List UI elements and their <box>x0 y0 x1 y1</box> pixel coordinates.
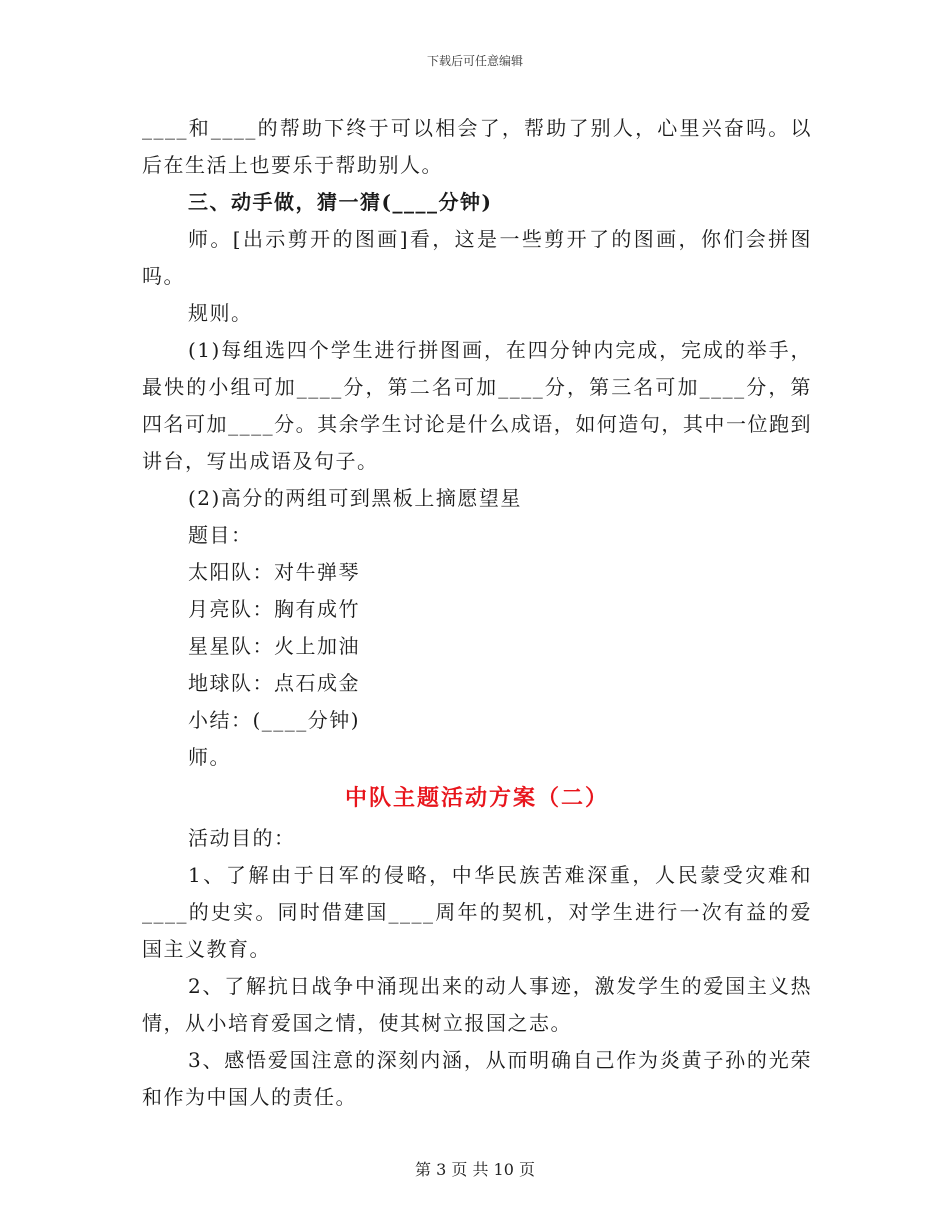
list-item-star-team: 星星队：火上加油 <box>188 634 360 658</box>
page-footer: 第 3 页 共 10 页 <box>415 1160 535 1179</box>
section-title: 中队主题活动方案（二） <box>344 785 609 811</box>
paragraph-purpose-2: 2、了解抗日战争中涌现出来的动人事迹，激发学生的爱国主义热情，从小培育爱国之情，使其树立报国之志。 <box>142 974 812 1035</box>
page-header: 下载后可任意编辑 <box>426 54 523 68</box>
paragraph-teacher-show-pictures: 师。[出示剪开的图画]看，这是一些剪开了的图画，你们会拼图吗。 <box>142 227 812 288</box>
heading-hands-on-guess: 三、动手做，猜一猜(____分钟) <box>188 190 493 214</box>
paragraph-purpose-3: 3、感悟爱国注意的深刻内涵，从而明确自己作为炎黄子孙的光荣和作为中国人的责任。 <box>142 1048 812 1109</box>
paragraph-rule-2: (2)高分的两组可到黑板上摘愿望星 <box>188 486 522 510</box>
paragraph-topics-label: 题目： <box>188 523 253 547</box>
paragraph-purpose-1: 1、了解由于日军的侵略，中华民族苦难深重，人民蒙受灾难和____的史实。同时借建国____周年的契机，对学生进行一次有益的爱国主义教育。 <box>142 863 812 961</box>
document-body <box>142 110 812 1116</box>
list-item-moon-team: 月亮队：胸有成竹 <box>188 597 360 621</box>
paragraph-rules-label: 规则。 <box>188 301 253 325</box>
list-item-sun-team: 太阳队：对牛弹琴 <box>188 560 360 584</box>
paragraph-summary: 小结：(____分钟) <box>188 708 361 732</box>
paragraph-rule-1: (1)每组选四个学生进行拼图画，在四分钟内完成，完成的举手，最快的小组可加____分，第二名可加____分，第三名可加____分，第四名可加____分。其余学生讨论是什么成语，如何造句，其中一位跑到讲台，写出成语及句子。 <box>142 338 812 473</box>
paragraph-help-others: ____和____的帮助下终于可以相会了，帮助了别人，心里兴奋吗。以后在生活上也要乐于帮助别人。 <box>142 116 812 177</box>
list-item-earth-team: 地球队：点石成金 <box>188 671 360 695</box>
paragraph-teacher: 师。 <box>188 745 231 769</box>
paragraph-activity-purpose-label: 活动目的： <box>188 826 296 850</box>
